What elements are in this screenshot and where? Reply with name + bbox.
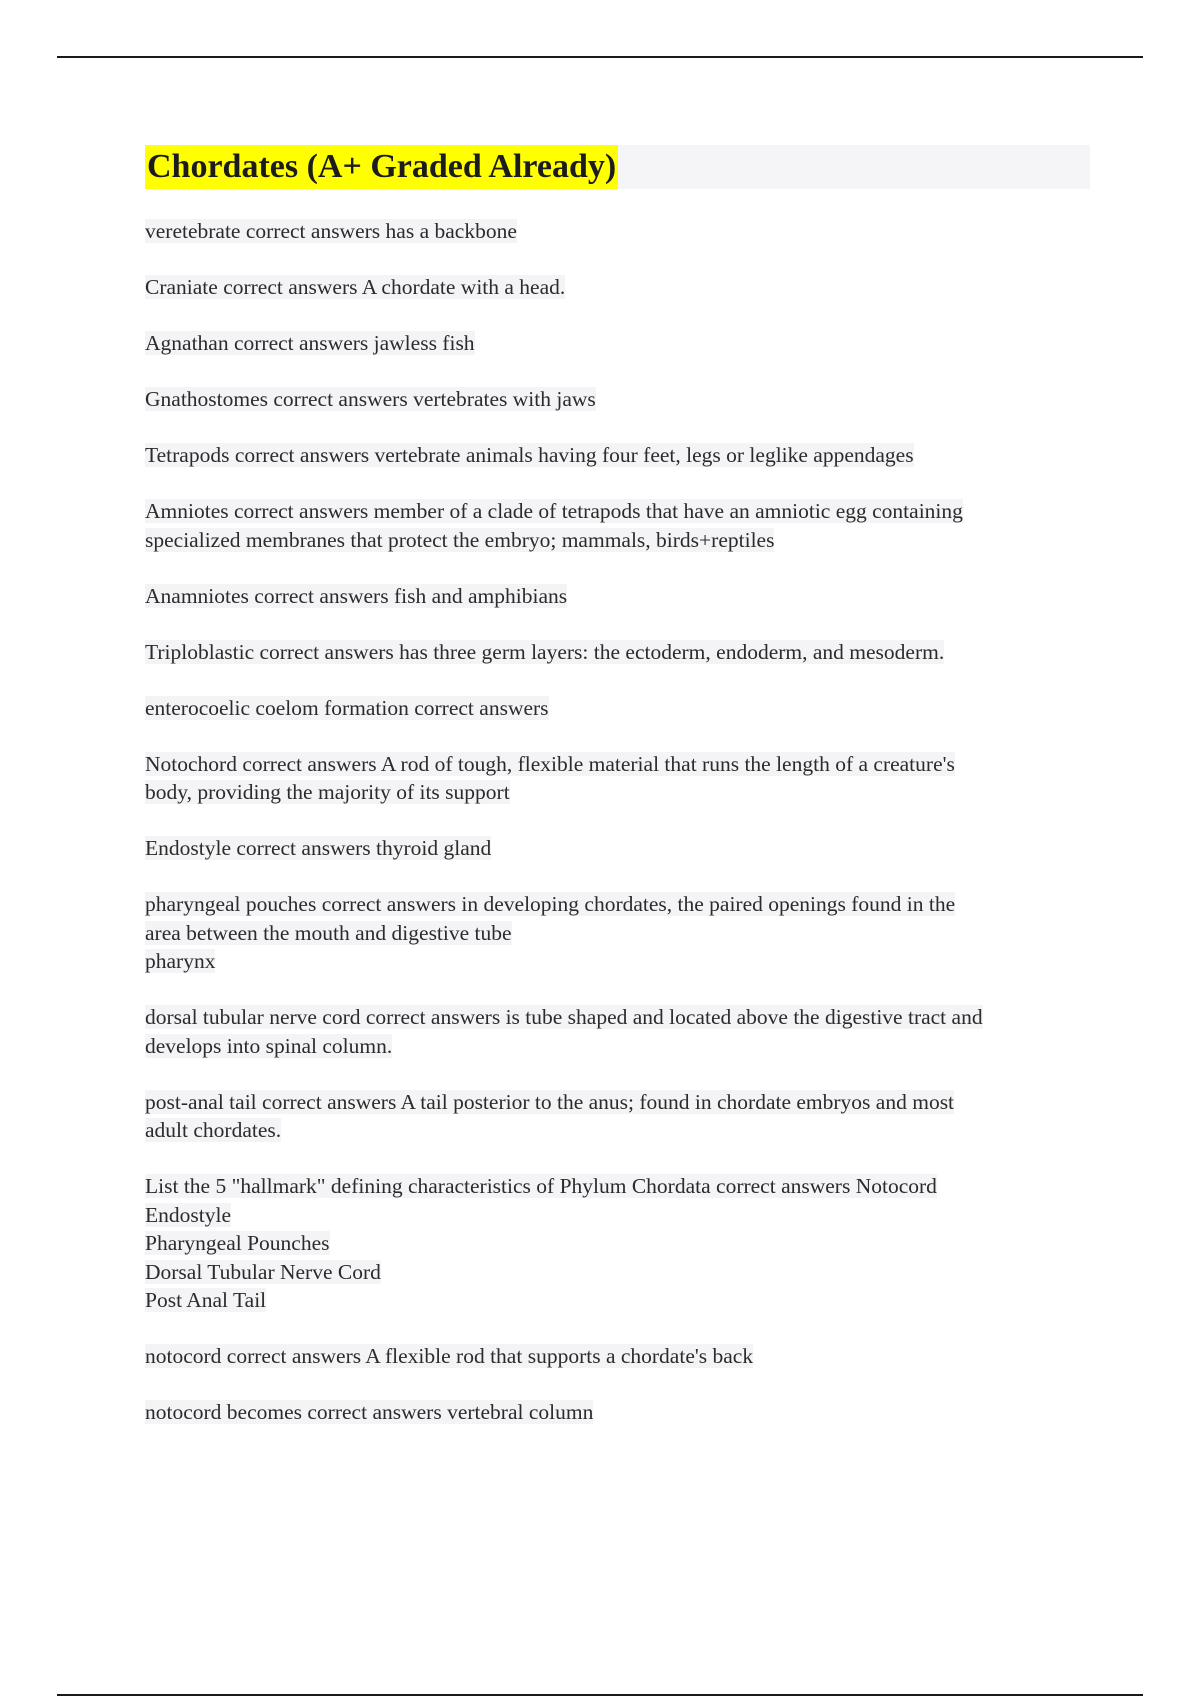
qa-item xyxy=(145,750,1090,807)
title-row xyxy=(145,145,1090,189)
qa-list xyxy=(145,217,1090,1427)
qa-line-text: Craniate correct answers A chordate with a head. xyxy=(145,275,566,299)
qa-item xyxy=(145,1088,1090,1145)
qa-line xyxy=(145,1116,1090,1145)
qa-line-text: pharyngeal pouches correct answers in developing chordates, the paired openings found in the xyxy=(145,892,956,916)
qa-line-text: notocord correct answers A flexible rod that supports a chordate's back xyxy=(145,1344,754,1368)
qa-line xyxy=(145,526,1090,555)
qa-item xyxy=(145,1342,1090,1371)
qa-line xyxy=(145,582,1090,611)
qa-line xyxy=(145,217,1090,246)
qa-line xyxy=(145,919,1090,948)
qa-line xyxy=(145,1172,1090,1201)
page-title: Chordates (A+ Graded Already) xyxy=(145,145,618,189)
qa-item xyxy=(145,1172,1090,1315)
qa-item xyxy=(145,497,1090,554)
qa-item xyxy=(145,890,1090,976)
qa-line-text: Endostyle correct answers thyroid gland xyxy=(145,836,492,860)
qa-line-text: develops into spinal column. xyxy=(145,1033,393,1058)
qa-line xyxy=(145,1088,1090,1117)
qa-line xyxy=(145,1032,1090,1061)
qa-item xyxy=(145,638,1090,667)
qa-item xyxy=(145,273,1090,302)
qa-line xyxy=(145,1258,1090,1287)
qa-line xyxy=(145,947,1090,976)
qa-line xyxy=(145,778,1090,807)
qa-line-text: enterocoelic coelom formation correct answers xyxy=(145,695,549,720)
qa-line-text: Anamniotes correct answers fish and amphibians xyxy=(145,583,568,608)
qa-item xyxy=(145,1398,1090,1427)
qa-line xyxy=(145,638,1090,667)
qa-line-text: Pharyngeal Pounches xyxy=(145,1231,330,1255)
qa-line xyxy=(145,1342,1090,1371)
qa-line-text: Triploblastic correct answers has three germ layers: the ectoderm, endoderm, and mesoderm. xyxy=(145,639,945,664)
qa-line xyxy=(145,1398,1090,1427)
qa-line-text: Notochord correct answers A rod of tough, flexible material that runs the length of a creature's xyxy=(145,751,955,776)
qa-line xyxy=(145,694,1090,723)
qa-item xyxy=(145,834,1090,863)
qa-line-text: Amniotes correct answers member of a clade of tetrapods that have an amniotic egg containing xyxy=(145,499,963,523)
qa-line xyxy=(145,497,1090,526)
qa-line-text: Tetrapods correct answers vertebrate animals having four feet, legs or leglike appendages xyxy=(145,443,914,467)
qa-line-text: area between the mouth and digestive tube xyxy=(145,920,512,945)
qa-line-text: Endostyle xyxy=(145,1202,231,1227)
qa-item xyxy=(145,329,1090,358)
qa-line-text: post-anal tail correct answers A tail posterior to the anus; found in chordate embryos and most xyxy=(145,1089,955,1114)
qa-line-text: adult chordates. xyxy=(145,1118,282,1142)
qa-item xyxy=(145,441,1090,470)
qa-line xyxy=(145,273,1090,302)
qa-line xyxy=(145,890,1090,919)
qa-line xyxy=(145,329,1090,358)
qa-line xyxy=(145,1201,1090,1230)
qa-line-text: Dorsal Tubular Nerve Cord xyxy=(145,1259,381,1284)
qa-line-text: veretebrate correct answers has a backbone xyxy=(145,219,517,243)
document-body xyxy=(145,145,1090,1454)
qa-line xyxy=(145,1286,1090,1315)
qa-line xyxy=(145,1229,1090,1258)
footer-rule xyxy=(57,1694,1143,1696)
qa-line-text: Agnathan correct answers jawless fish xyxy=(145,331,475,355)
qa-line-text: specialized membranes that protect the embryo; mammals, birds+reptiles xyxy=(145,527,775,552)
qa-line xyxy=(145,834,1090,863)
qa-line xyxy=(145,1003,1090,1032)
qa-line xyxy=(145,385,1090,414)
qa-line-text: notocord becomes correct answers vertebral column xyxy=(145,1400,594,1424)
qa-item xyxy=(145,385,1090,414)
qa-line xyxy=(145,750,1090,779)
qa-line-text: body, providing the majority of its support xyxy=(145,780,510,804)
qa-item xyxy=(145,694,1090,723)
qa-line-text: Post Anal Tail xyxy=(145,1288,267,1312)
qa-line xyxy=(145,441,1090,470)
qa-line-text: List the 5 "hallmark" defining characteristics of Phylum Chordata correct answers Notocord xyxy=(145,1174,937,1198)
qa-line-text: Gnathostomes correct answers vertebrates with jaws xyxy=(145,387,596,411)
qa-item xyxy=(145,1003,1090,1060)
qa-item xyxy=(145,217,1090,246)
qa-line-text: pharynx xyxy=(145,949,216,973)
header-rule xyxy=(57,56,1143,58)
qa-line-text: dorsal tubular nerve cord correct answers is tube shaped and located above the digestive tract and xyxy=(145,1005,983,1029)
qa-item xyxy=(145,582,1090,611)
